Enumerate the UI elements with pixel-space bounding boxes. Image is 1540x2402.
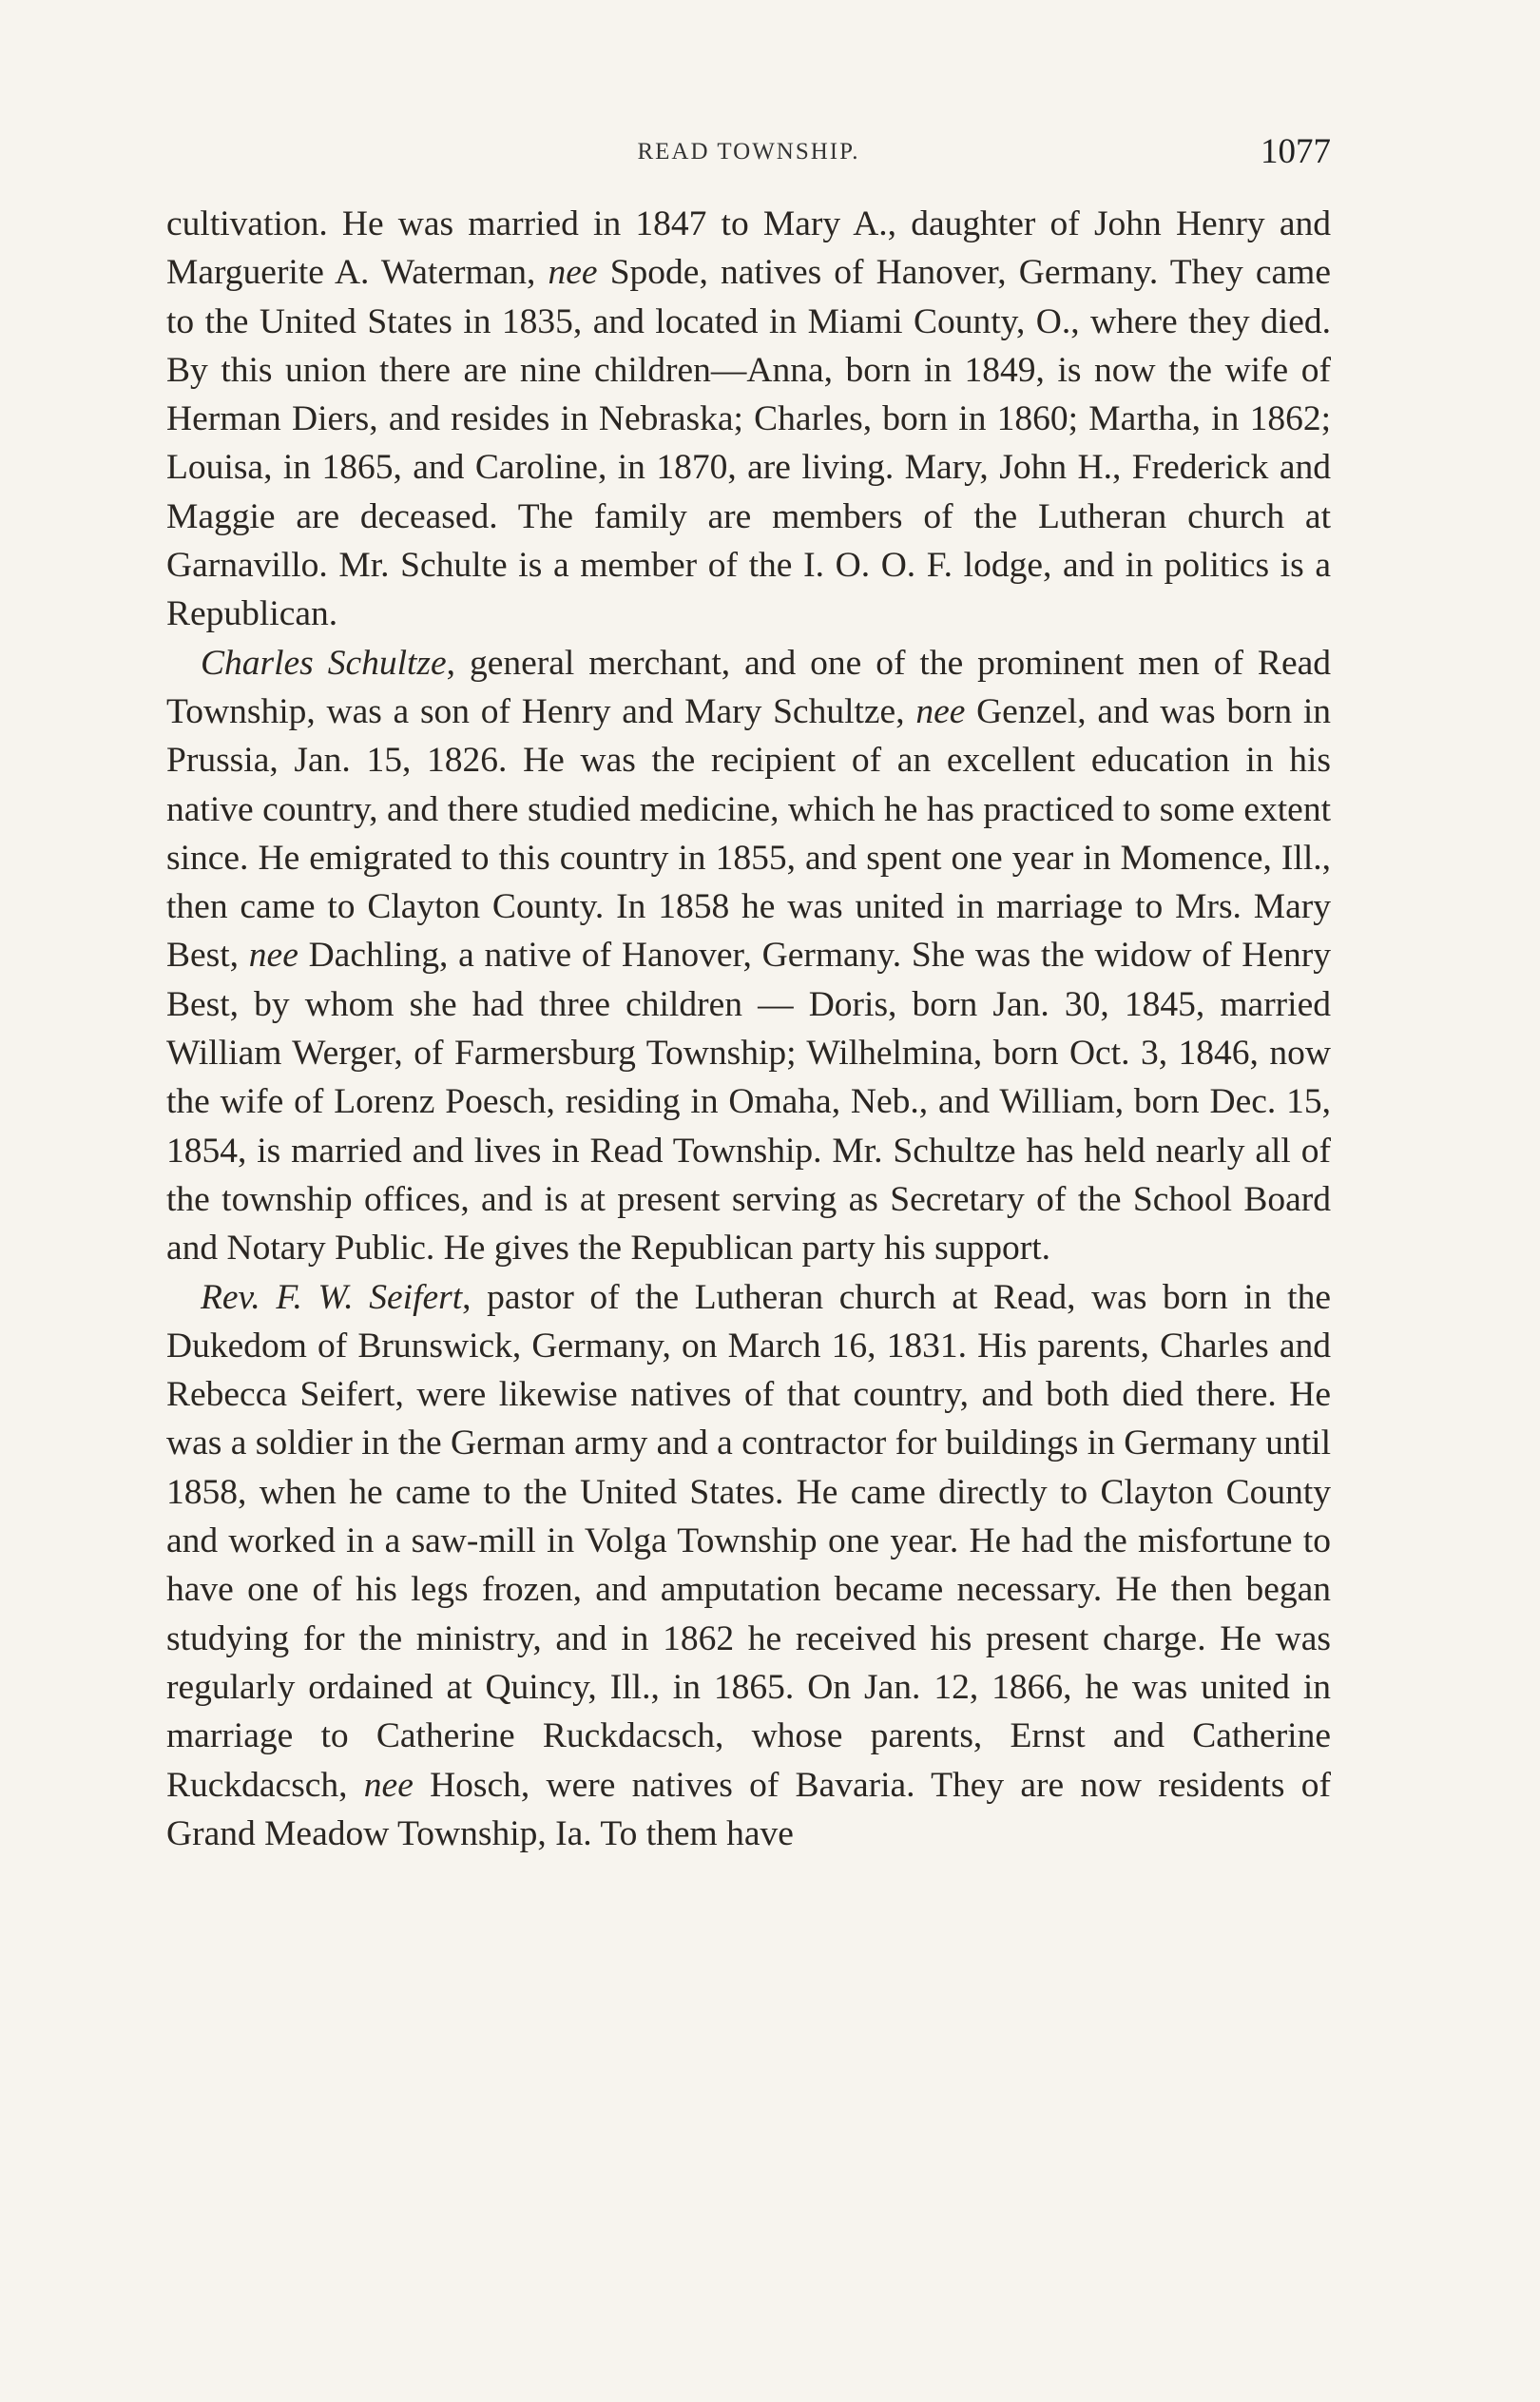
biography-name-rev-f-w-seifert: Rev. F. W. Seifert xyxy=(201,1277,463,1317)
text-segment-italic: nee xyxy=(548,253,598,293)
body-text xyxy=(166,200,1331,1858)
text-segment-italic: nee xyxy=(915,691,966,731)
text-segment: cultivation. He was married in 1847 to Mary A., daughter of John Henry and Marguerite A. Waterman, xyxy=(166,204,1331,293)
text-segment: , pastor of the Lutheran church at Read, was born in the Dukedom of Brunswick, Germany, on March 16, 1831. His parents, Charles and Rebecca Seifert, were likewise natives of that country, and both died there. He was a soldier in the German army and a contractor for buildings in Germany until 1858, when he came to the United States. He came directly to Clayton County and worked in a saw-mill in Volga Township one year. He had the misfortune to have one of his legs frozen, and amputation became necessary. He then began studying for the ministry, and in 1862 he received his present charge. He was regularly ordained at Quincy, Ill., in 1865. On Jan. 12, 1866, he was united in marriage to Catherine Ruckdacsch, whose parents, Ernst and Catherine Ruckdacsch, xyxy=(166,1277,1331,1805)
text-segment: Hosch, were natives of Bavaria. They are now residents of Grand Meadow Township, Ia. To them have xyxy=(166,1765,1331,1853)
page-number: 1077 xyxy=(1261,132,1331,171)
biography-name-charles-schultze: Charles Schultze xyxy=(201,643,447,683)
text-segment: Genzel, and was born in Prussia, Jan. 15, 1826. He was the recipient of an excellent education in his native country, and there studied medicine, which he has practiced to some extent since. He emigrated to this country in 1855, and spent one year in Momence, Ill., then came to Clayton County. In 1858 he was united in marriage to Mrs. Mary Best, xyxy=(166,691,1331,976)
text-segment-italic: nee xyxy=(248,936,298,976)
page-header xyxy=(166,131,1331,179)
text-segment: Spode, natives of Hanover, Germany. They came to the United States in 1835, and located in Miami County, O., where they died. By this union there are nine children—Anna, born in 1849, is now the wife of Herman Diers, and resides in Nebraska; Charles, born in 1860; Martha, in 1862; Louisa, in 1865, and Caroline, in 1870, are living. Mary, John H., Frederick and Maggie are deceased. The family are members of the Lutheran church at Garnavillo. Mr. Schulte is a member of the I. O. O. F. lodge, and in politics is a Republican. xyxy=(166,253,1331,634)
paragraph-schulte-continued xyxy=(166,200,1331,639)
text-segment-italic: nee xyxy=(363,1765,414,1805)
paragraph-charles-schultze xyxy=(166,639,1331,1273)
text-segment: , general merchant, and one of the prominent men of Read Township, was a son of Henry and Mary Schultze, xyxy=(166,643,1331,731)
text-segment: Dachling, a native of Hanover, Germany. She was the widow of Henry Best, by whom she had three children — Doris, born Jan. 30, 1845, married William Werger, of Farmersburg Township; Wilhelmina, born Oct. 3, 1846, now the wife of Lorenz Poesch, residing in Omaha, Neb., and William, born Dec. 15, 1854, is married and lives in Read Township. Mr. Schultze has held nearly all of the township offices, and is at present serving as Secretary of the School Board and Notary Public. He gives the Republican party his support. xyxy=(166,936,1332,1269)
paragraph-rev-f-w-seifert xyxy=(166,1273,1331,1859)
running-head: READ TOWNSHIP. xyxy=(637,139,860,165)
